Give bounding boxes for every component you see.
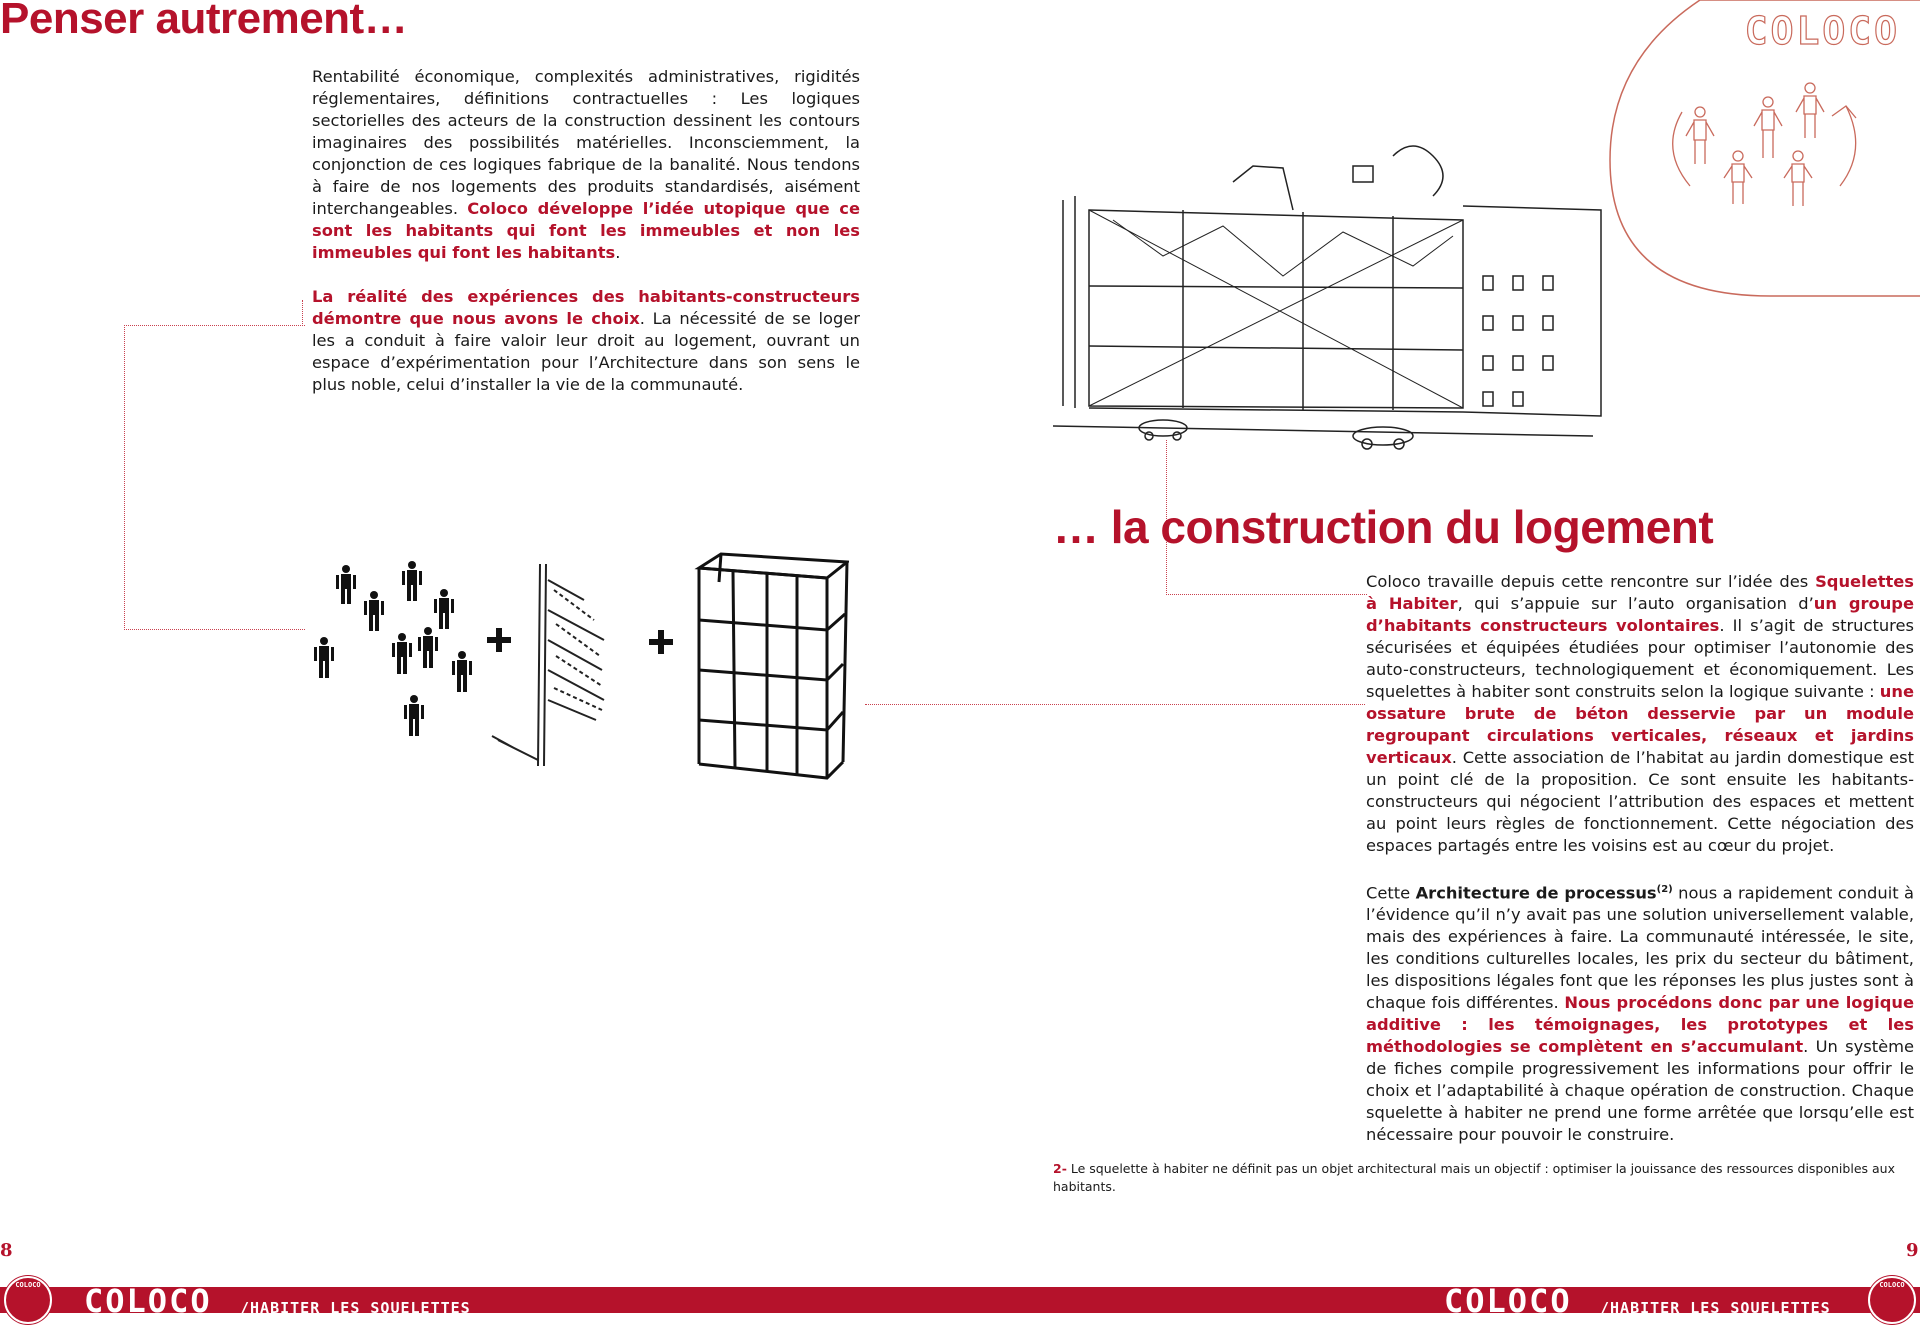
left-page-title: Penser autrement… bbox=[0, 0, 408, 43]
right-p1-highlight-3: une ossature brute de béton desservie par un module regroupant circulations verticales, réseaux et jardins verticaux bbox=[1366, 682, 1914, 767]
right-p2-text-a: Cette bbox=[1366, 883, 1416, 903]
vertical-module-sketch bbox=[484, 560, 634, 770]
right-paragraph-2 bbox=[1366, 879, 1914, 1146]
connector-line-left bbox=[124, 325, 305, 630]
footer-tagline-right: /HABITER LES SQUELETTES bbox=[1600, 1299, 1831, 1317]
left-body-text bbox=[312, 66, 860, 396]
footnote-text: Le squelette à habiter ne définit pas un objet architectural mais un objectif : optimiser la jouissance des ressources disponibles aux habitants. bbox=[1053, 1161, 1895, 1194]
connector-line-left-tick bbox=[302, 300, 303, 326]
header-logo-text: COLOCO bbox=[1744, 9, 1900, 53]
plus-icon bbox=[649, 630, 673, 654]
right-p1-text-c: . Il s’agit de structures sécurisées et équipées étudiées pour optimiser l’autonomie des auto-constructeurs, technologiquement et économiquement. Les squelettes à habiter sont construits selon la logique suivante : bbox=[1366, 616, 1914, 701]
right-p2-bold: Architecture de processus bbox=[1415, 883, 1657, 903]
footer-logo-right-text: COLOCO bbox=[1879, 1281, 1905, 1289]
page-number-left: 8 bbox=[0, 1240, 13, 1261]
left-p1-text: Rentabilité économique, complexités administratives, rigidités réglementaires, définitions contractuelles : Les logiques sectorielles des acteurs de la construction dessinent les contours imaginaires des possibilités matérielles. Inconsciemment, la conjonction de ces logiques fabrique de la banalité. Nous tendons à faire de nos logements des produits standardisés, aisément interchangeables. bbox=[312, 67, 860, 218]
skeleton-structure-sketch bbox=[693, 552, 849, 782]
page-number-right: 9 bbox=[1906, 1240, 1919, 1261]
footnote-number: 2- bbox=[1053, 1161, 1067, 1176]
left-paragraph-1 bbox=[312, 66, 860, 264]
right-page-title: … la construction du logement bbox=[1053, 501, 1714, 553]
left-p1-highlight: Coloco développe l’idée utopique que ce sont les habitants qui font les immeubles et non les immeubles qui font les habitants bbox=[312, 199, 860, 262]
left-paragraph-2 bbox=[312, 286, 860, 396]
left-p2-text: . La nécessité de se loger les a conduit à faire valoir leur droit au logement, ouvrant un espace d’expérimentation pour l’Architecture dans son sens le plus noble, celui d’installer la vie de la communauté. bbox=[312, 309, 860, 394]
right-p1-highlight-2: un groupe d’habitants constructeurs volontaires bbox=[1366, 594, 1914, 635]
right-p2-text-b: nous a rapidement conduit à l’évidence qu’il n’y avait pas une solution universellement valable, mais des expériences à faire. La communauté intéressée, le site, les conditions culturelles locales, les prix du secteur du bâtiment, les dispositions légales font que les réponses les plus justes sont à chaque fois différentes. bbox=[1366, 883, 1914, 1013]
footnote-reference: (2) bbox=[1656, 884, 1673, 895]
right-p1-text-d: . Cette association de l’habitat au jardin domestique est un point clé de la proposition. Ce sont ensuite les habitants- constructeurs qui négocient l’attribution des espaces et mettent au point leurs règles de fonctionnement. Cette négociation des espaces partagés entre les voisins est au cœur du projet. bbox=[1366, 748, 1914, 855]
right-p2-highlight: Nous procédons donc par une logique additive : les témoignages, les prototypes et les méthodologies se complètent en s’accumulant bbox=[1366, 993, 1915, 1057]
right-p1-text-a: Coloco travaille depuis cette rencontre sur l’idée des bbox=[1366, 572, 1816, 591]
people-group-illustration bbox=[310, 555, 490, 765]
footer-tagline-left: /HABITER LES SQUELETTES bbox=[240, 1299, 471, 1317]
footnote bbox=[1053, 1160, 1915, 1196]
right-p1-highlight-1: Squelettes à Habiter bbox=[1366, 572, 1914, 613]
left-p1-end: . bbox=[615, 243, 621, 262]
footer-logo-left bbox=[4, 1276, 52, 1324]
right-paragraph-1 bbox=[1366, 571, 1914, 857]
building-section-sketch bbox=[1053, 136, 1603, 458]
right-p1-text-b: , qui s’appuie sur l’auto organisation d’ bbox=[1457, 594, 1814, 613]
connector-line-mid bbox=[865, 704, 1365, 705]
footer-logo-right bbox=[1868, 1276, 1916, 1324]
left-p2-highlight: La réalité des expériences des habitants-constructeurs démontre que nous avons le choix bbox=[312, 287, 860, 328]
footer-logo-left-text: COLOCO bbox=[15, 1281, 41, 1289]
footer-brand-right: COLOCO bbox=[1444, 1282, 1572, 1320]
footer-brand-left: COLOCO bbox=[84, 1282, 212, 1320]
coloco-header-emblem bbox=[1600, 0, 1920, 300]
right-p2-text-c: . Un système de fiches compile progressivement les informations pour offrir le choix et l’adaptabilité à chaque opération de construction. Chaque squelette à habiter ne prend une forme arrêtée que lorsqu’elle est nécessaire pour pouvoir le construire. bbox=[1366, 1037, 1914, 1145]
right-body-text bbox=[1366, 571, 1914, 1146]
